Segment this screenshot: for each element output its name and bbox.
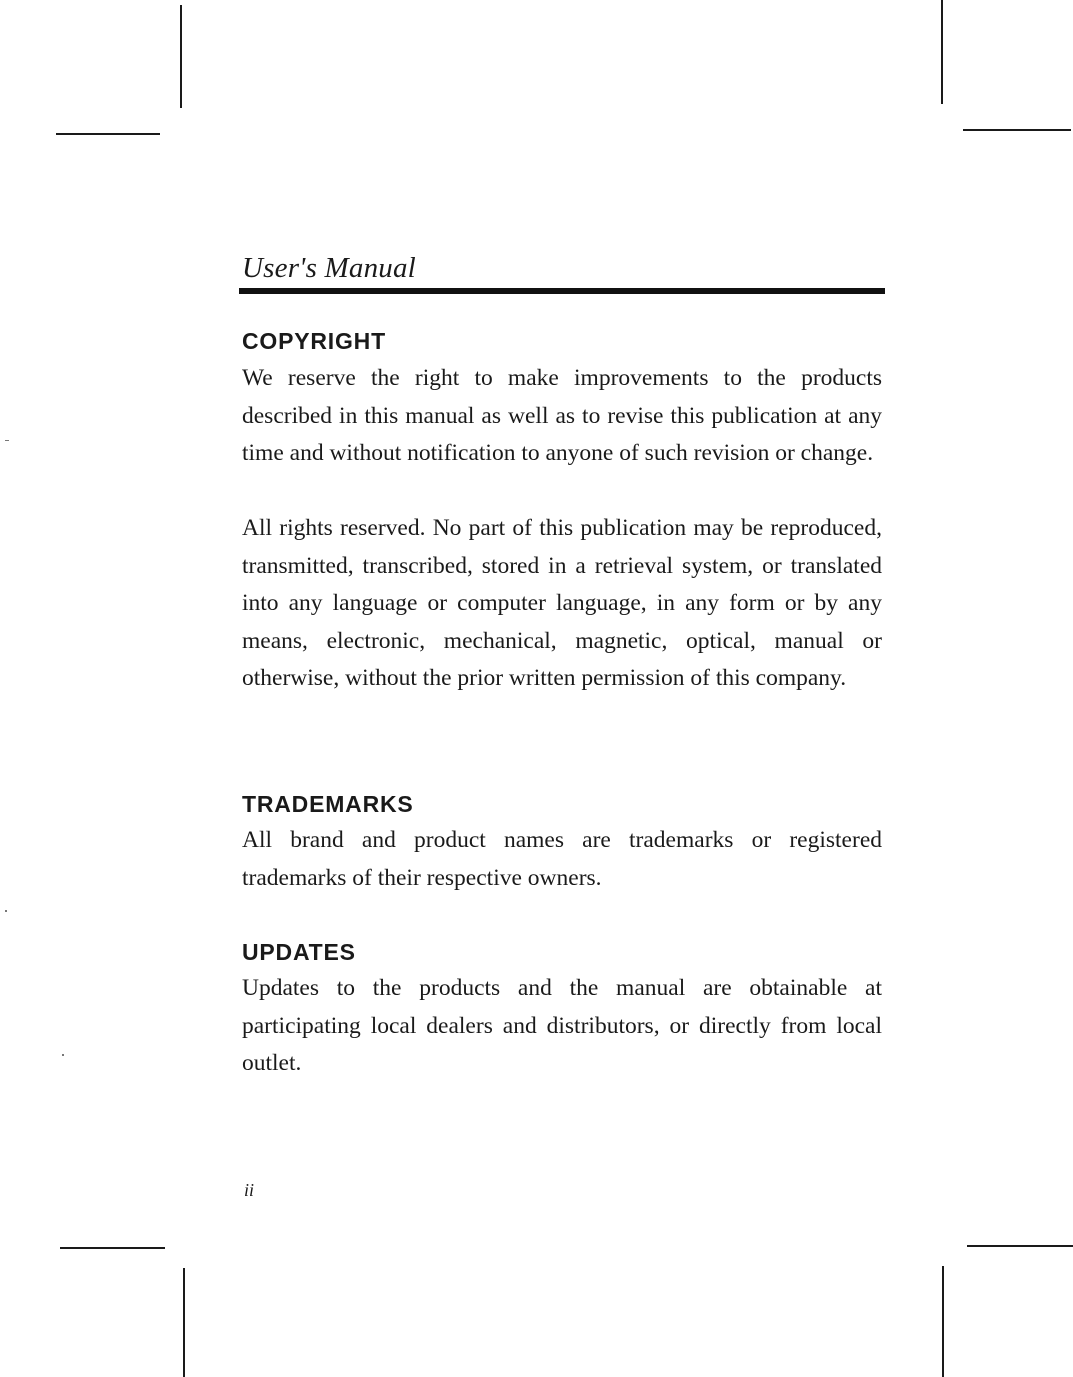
- copyright-heading: COPYRIGHT: [242, 328, 386, 354]
- trademarks-heading: TRADEMARKS: [242, 791, 414, 817]
- crop-mark-bottom-left-vertical: [183, 1268, 185, 1377]
- scan-speck: [5, 910, 7, 912]
- crop-mark-bottom-left-horizontal: [60, 1247, 165, 1249]
- header-rule: [239, 288, 885, 294]
- manual-title: User's Manual: [242, 252, 416, 284]
- crop-mark-bottom-right-horizontal: [967, 1245, 1073, 1247]
- updates-paragraph: Updates to the products and the manual are obtainable at participating local dealers and distributors, or directly from local outlet.: [242, 975, 882, 1076]
- crop-mark-top-left-vertical: [180, 5, 182, 108]
- scan-speck: [62, 1054, 64, 1056]
- copyright-paragraph-2: All rights reserved. No part of this publication may be reproduced, transmitted, transcribed, stored in a retrieval system, or translated into any language or computer language, in any form or by any means, electronic, mechanical, magnetic, optical, manual or otherwise, without the prior written permission of this company.: [242, 515, 882, 691]
- page-number: ii: [244, 1180, 255, 1200]
- crop-mark-bottom-right-vertical: [942, 1266, 944, 1377]
- scan-speck: [5, 440, 9, 441]
- crop-mark-top-right-vertical: [941, 0, 943, 104]
- trademarks-paragraph: All brand and product names are trademarks or registered trademarks of their respective owners.: [242, 827, 882, 891]
- copyright-paragraph-1: We reserve the right to make improvements to the products described in this manual as well as to revise this publication at any time and without notification to anyone of such revision or change.: [242, 365, 882, 466]
- crop-mark-top-right-horizontal: [963, 129, 1071, 131]
- updates-heading: UPDATES: [242, 939, 356, 965]
- crop-mark-top-left-horizontal: [56, 133, 160, 135]
